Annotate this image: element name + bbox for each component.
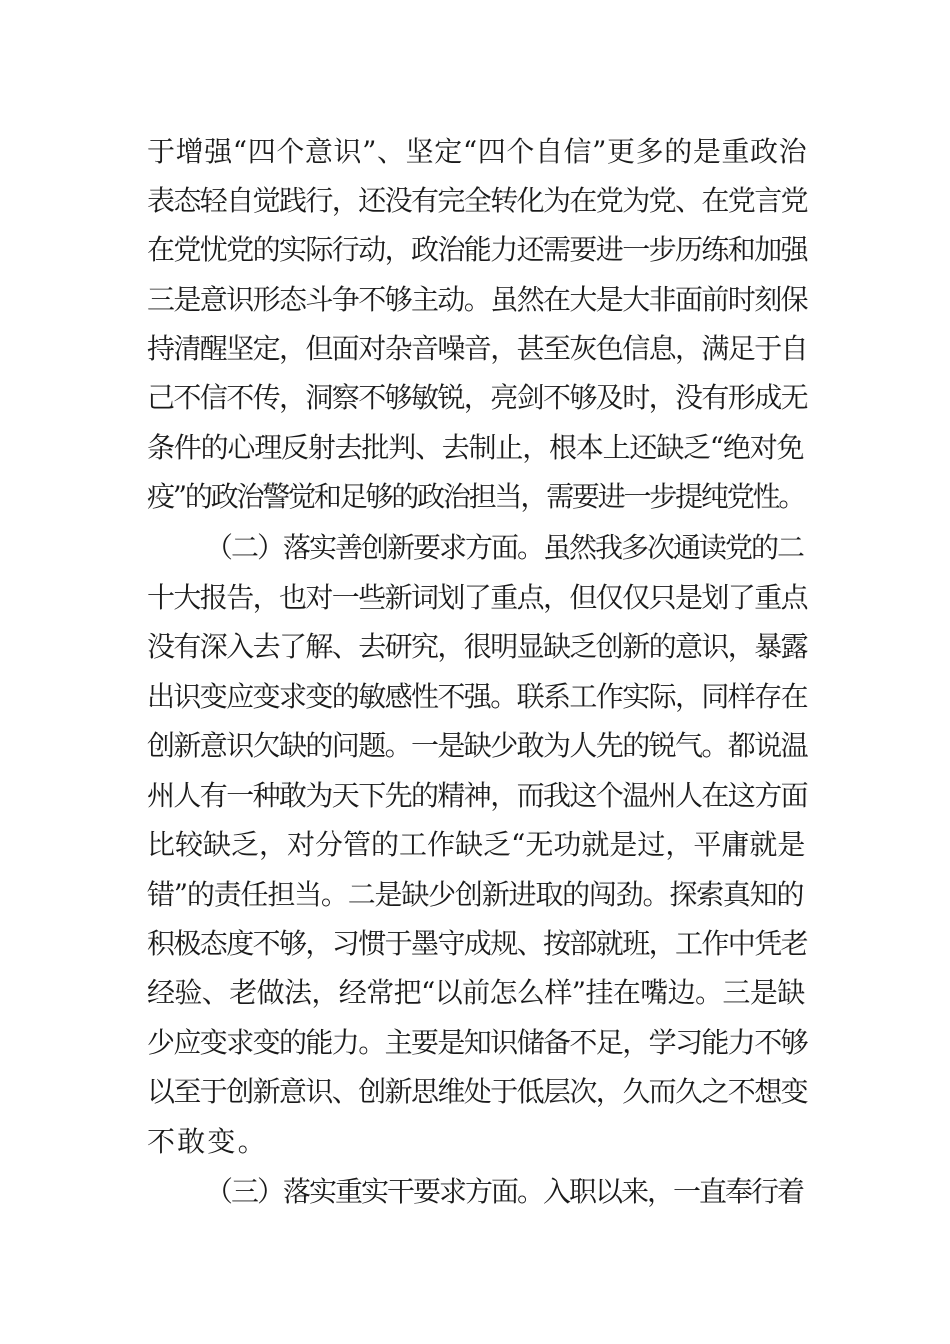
text-line: 州人有一种敢为天下先的精神，而我这个温州人在这方面 bbox=[147, 779, 808, 812]
text-line: 己不信不传，洞察不够敏锐，亮剑不够及时，没有形成无 bbox=[147, 381, 808, 414]
text-line: 表态轻自觉践行，还没有完全转化为在党为党、在党言党 bbox=[147, 184, 808, 217]
text-line: 疫”的政治警觉和足够的政治担当，需要进一步提纯党性。 bbox=[147, 480, 805, 513]
text-line: 以至于创新意识、创新思维处于低层次，久而久之不想变 bbox=[147, 1075, 808, 1108]
text-line: 少应变求变的能力。主要是知识储备不足，学习能力不够 bbox=[147, 1026, 808, 1059]
paragraph-heading-line: （三）落实重实干要求方面。入职以来，一直奉行着 bbox=[205, 1175, 804, 1208]
text-line: 三是意识形态斗争不够主动。虽然在大是大非面前时刻保 bbox=[147, 283, 808, 316]
text-line: 条件的心理反射去批判、去制止，根本上还缺乏“绝对免 bbox=[147, 431, 804, 464]
paragraph-heading-line: （二）落实善创新要求方面。虽然我多次通读党的二 bbox=[205, 531, 804, 564]
text-line: 于增强“四个意识”、坚定“四个自信”更多的是重政治 bbox=[147, 135, 808, 168]
text-line: 经验、老做法，经常把“以前怎么样”挂在嘴边。三是缺 bbox=[147, 976, 805, 1009]
text-line: 创新意识欠缺的问题。一是缺少敢为人先的锐气。都说温 bbox=[147, 729, 808, 762]
text-line: 出识变应变求变的敏感性不强。联系工作实际，同样存在 bbox=[147, 680, 808, 713]
text-line: 比较缺乏，对分管的工作缺乏“无功就是过，平庸就是 bbox=[147, 828, 806, 861]
text-line: 在党忧党的实际行动，政治能力还需要进一步历练和加强 bbox=[147, 233, 808, 266]
text-line: 积极态度不够，习惯于墨守成规、按部就班，工作中凭老 bbox=[147, 927, 808, 960]
text-line: 不敢变。 bbox=[147, 1125, 268, 1158]
text-line: 十大报告，也对一些新词划了重点，但仅仅只是划了重点 bbox=[147, 581, 808, 614]
text-line: 错”的责任担当。二是缺少创新进取的闯劲。探索真知的 bbox=[147, 878, 804, 911]
text-line: 没有深入去了解、去研究，很明显缺乏创新的意识，暴露 bbox=[147, 630, 808, 663]
text-line: 持清醒坚定，但面对杂音噪音，甚至灰色信息，满足于自 bbox=[147, 332, 808, 365]
